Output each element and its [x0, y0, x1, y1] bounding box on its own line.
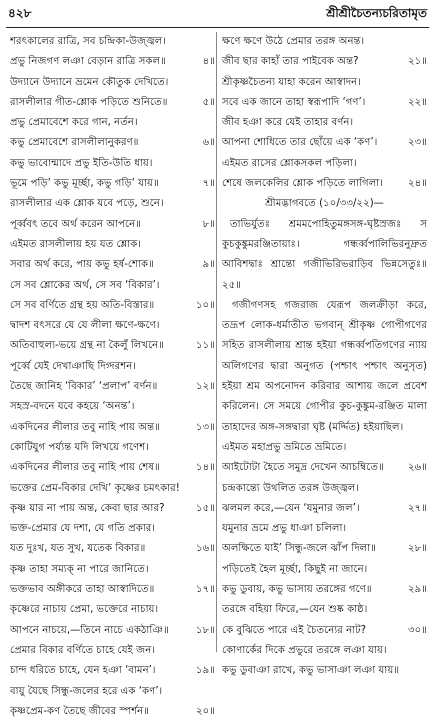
- verse-line-text: কৃষ্ণপ্রেম-কণ তৈছে জীবের স্পর্শন॥: [10, 705, 149, 717]
- verse-line: [10, 519, 215, 539]
- verse-line-text: কভু ডুবায়, কভু ভাসায় তরঙ্গের গণে॥: [222, 584, 372, 596]
- verse-line-text: যত দুঃখ, যত সুখ, যতেক বিকার॥: [10, 543, 146, 555]
- verse-line-number: ২১॥: [408, 56, 427, 68]
- verse-line-text: দ্বাদশ বৎসরে যে যে লীলা ক্ষণে-ক্ষণে।: [10, 320, 160, 332]
- verse-line: [10, 93, 215, 113]
- verse-line-text: কে বুঝিতে পারে এই চৈতন্যের নাট?: [222, 624, 367, 636]
- verse-line-number: ১৪॥: [196, 462, 215, 474]
- verse-line: [10, 661, 215, 681]
- verse-line: [222, 539, 427, 559]
- verse-line-number: ১২॥: [196, 381, 215, 393]
- verse-line-text: যমুনার ভ্রমে প্রভু ধাঞা চলিলা।: [222, 523, 347, 535]
- verse-line-text: রাসলীলার এক শ্লোক যবে পড়ে, শুনে।: [10, 198, 164, 210]
- verse-line: [10, 397, 215, 417]
- verse-line-number: ৫॥: [202, 96, 215, 108]
- verse-line-text: কোটিযুগ পর্য্যন্ত যদি লিখয়ে গণেশ।: [10, 441, 149, 453]
- verse-line: [222, 641, 427, 661]
- verse-line-number: ১১॥: [196, 340, 215, 352]
- verse-line: [10, 316, 215, 336]
- verse-line: [222, 479, 427, 499]
- verse-line-text: একদিনের লীলার তবু নাহি পায় অন্ত॥: [10, 421, 160, 433]
- verse-line: [222, 154, 427, 174]
- verse-line-text: প্রভু প্রেমাবেশে করে গান, নর্তন।: [10, 117, 138, 129]
- verse-line: [10, 235, 215, 255]
- verse-line-text: উদ্যানে উদ্যানে ভ্রমেন কৌতুক দেখিতে।: [10, 76, 169, 88]
- verse-line: [10, 458, 215, 478]
- verse-line: [10, 418, 215, 438]
- header-rule: [6, 27, 429, 28]
- verse-line: [222, 580, 427, 600]
- verse-line-text: তৈছে জানিহ ‘বিকার’ ‘প্রলাপ’ বর্ণন॥: [10, 381, 158, 393]
- verse-line: [10, 52, 215, 72]
- verse-line: [222, 499, 427, 519]
- verse-line-number: ১৫॥: [196, 502, 215, 514]
- verse-line-text: এইমত মহাপ্রভু ভ্রমিতে ভ্রমিতে।: [222, 441, 347, 453]
- verse-line-text: পূর্ব্বে যেই দেখাঞাছি দিগ্দরশন।: [10, 360, 136, 372]
- verse-line: [10, 539, 215, 559]
- verse-line: [222, 621, 427, 641]
- verse-line-text: অলক্ষিতে যাই’ সিন্ধু-জলে ঝাঁপ দিলা॥: [222, 543, 376, 555]
- verse-line-number: ২৩॥: [407, 137, 427, 149]
- verse-line-number: ৩০॥: [407, 624, 427, 636]
- right-column: [222, 32, 427, 682]
- verse-line: [10, 194, 215, 214]
- verse-line-text: ভক্ত-প্রেমার যে দশা, যে গতি প্রকার।: [10, 523, 156, 535]
- verse-line-number: ১৮॥: [196, 624, 215, 636]
- verse-line-number: ২৮॥: [408, 543, 427, 555]
- verse-line-text: সহস্র-বদনে যবে কহয়ে ‘অনন্ত’।: [10, 401, 135, 413]
- right-bottom-lines: [222, 438, 427, 682]
- verse-line: [222, 458, 427, 478]
- verse-line: [222, 52, 427, 72]
- verse-line-number: ৯॥: [202, 259, 215, 271]
- verse-line: [10, 357, 215, 377]
- verse-commentary: গজীগণসহ গজরাজ যেরূপ জলক্রীড়া করে, তদ্রূপ লোক-ধর্মাতীত ভগবান্ শ্রীকৃষ্ণ গোপীগণের সহিত রাসলীলায় শ্রান্ত হইয়া গন্ধর্ব্বপতিগণের ন্যায় অলিগণের দ্বারা অনুগত (পশ্চাৎ পশ্চাৎ অনুসৃত) হইয়া শ্রম অপনোদন করিবার আশায় জলে প্রবেশ করিলেন। সে সময়ে গোপীর কুচ-কুঙ্কুম-রঞ্জিত মালা তাহাদের অঙ্গ-সঙ্গদ্বারা ঘৃষ্ট (মর্দ্দিত) হইয়াছিল।: [222, 299, 427, 433]
- verse-line-text: চান্দ ধরিতে চাহে, যেন হঞা ‘বামন’।: [10, 665, 156, 677]
- verse-line-number: ২৭॥: [407, 502, 427, 514]
- verse-line-number: ৮॥: [202, 218, 215, 230]
- verse-line-text: আপনে নাচয়ে,—তিনে নাচে একঠাঞি॥: [10, 624, 169, 636]
- verse-line: [10, 641, 215, 661]
- verse-line: [222, 560, 427, 580]
- verse-line: [10, 113, 215, 133]
- verse-line: [222, 93, 427, 113]
- verse-line-text: চন্দ্রকান্ত্যে উথলিত তরঙ্গ উজ্জ্বল।: [222, 482, 360, 494]
- verse-line-text: সবার অর্থ করে, পায় কভু হর্ষ-শোক॥: [10, 259, 154, 271]
- left-column: [10, 32, 215, 722]
- verse-line: [10, 702, 215, 722]
- verse-line: [10, 621, 215, 641]
- page-header: [8, 4, 427, 26]
- verse-line-text: অতিবাহুল্য-ভয়ে গ্রন্থ না কৈলুঁ লিখনে॥: [10, 340, 165, 352]
- verse-line-text: পড়িতেই হৈল মূর্চ্ছা, কিছুই না জানে।: [222, 563, 368, 575]
- verse-line-number: ২৯॥: [408, 584, 427, 596]
- verse-line-text: একদিনের লীলার তবু নাহি পায় শেষ॥: [10, 462, 160, 474]
- verse-line-text: সে সব বর্ণিতে গ্রন্থ হয় অতি-বিস্তার॥: [10, 299, 155, 311]
- verse-line-text: ভূমে পড়ি’ কভু মূর্চ্ছা, কভু গড়ি’ যায়॥: [10, 178, 159, 190]
- verse-line-text: তরঙ্গে বহিয়া ফিরে,—যেন শুষ্ক কাষ্ঠ।: [222, 604, 368, 616]
- verse-line-text: কৃষ্ণেরে নাচায় প্রেমা, ভক্তেরে নাচায়।: [10, 604, 159, 616]
- verse-line: [10, 276, 215, 296]
- verse-line-number: ২৪॥: [408, 178, 427, 190]
- verse-line-text: পূর্ব্ববৎ তবে অর্থ করেন আপনে॥: [10, 218, 141, 230]
- sanskrit-verse: [222, 215, 427, 296]
- verse-line: [10, 32, 215, 52]
- verse-line: [10, 133, 215, 153]
- verse-line: [10, 499, 215, 519]
- verse-line-text: সে সব শ্লোকের অর্থ, সে সব ‘বিকার’।: [10, 279, 160, 291]
- verse-line-number: ২০॥: [195, 705, 215, 717]
- verse-line-text: ঝলমল করে,—যেন ‘যমুনার জল’।: [222, 502, 360, 514]
- verse-line-number: ২৬॥: [407, 462, 427, 474]
- verse-line: [10, 600, 215, 620]
- verse-line: [10, 560, 215, 580]
- verse-reference: শ্রীমদ্ভাগবতে (১০/৩৩/২২)—: [265, 198, 384, 210]
- verse-line: [222, 174, 427, 194]
- verse-line-text: কভু ভাবোন্মাদে প্রভু ইতি-উতি ধায়।: [10, 157, 153, 169]
- verse-line: [10, 682, 215, 702]
- verse-line-text: প্রেমার বিকার বর্ণিতে চাহে যেই জন।: [10, 644, 155, 656]
- sanskrit-verse-text: তাভির্যুতঃ শ্রমমপোহিতুমঙ্গসঙ্গ-ঘৃষ্টস্রজঃ স কুচকুঙ্কুমরঞ্জিতায়াঃ। গন্ধর্ব্বপালিভিরনুদ্রুত আবিশদ্বাঃ শ্রান্তো গজীভিরিভরাড়িব ভিন্নসেতুঃ॥: [222, 218, 427, 271]
- verse-line: [10, 580, 215, 600]
- verse-line-number: ২২॥: [407, 96, 427, 108]
- verse-line: [10, 438, 215, 458]
- verse-line-text: রাসলীলার গীত-শ্লোক পড়িতে শুনিতে॥: [10, 96, 168, 108]
- verse-line-text: কভু ডুবাঞা রাখে, কভু ভাসাঞা লঞা যায়॥: [222, 665, 400, 677]
- page-number: ৪২৮: [8, 6, 32, 20]
- verse-line-number: ৭॥: [202, 178, 215, 190]
- verse-line-number: ১৩॥: [196, 421, 215, 433]
- verse-line-text: এইমত রাসের শ্লোকসকল পড়িলা।: [222, 157, 357, 169]
- verse-line-text: প্রভু নিজগণ লঞা বেড়ান রাত্রি সকল॥: [10, 56, 166, 68]
- verse-line: [222, 519, 427, 539]
- verse-line-text: কভু প্রেমাবেশে রাসলীলানুকরণ॥: [10, 137, 139, 149]
- verse-number: ২৫॥: [222, 279, 241, 291]
- verse-line: [10, 296, 215, 316]
- verse-line-number: ৪॥: [202, 56, 215, 68]
- verse-line: [222, 600, 427, 620]
- verse-line-text: কৃষ্ণ তাহা সম্যক্ না পারে জানিতে।: [10, 563, 149, 575]
- verse-line-number: ১৭॥: [196, 584, 215, 596]
- verse-line-text: জীব ছার কাহাঁ তার পাইবেক অন্ত?: [222, 56, 359, 68]
- verse-line-text: ক্ষণে ক্ষণে উঠে প্রেমার তরঙ্গ অনন্ত।: [222, 36, 365, 47]
- verse-line-text: এইমত রাসলীলায় হয় যত শ্লোক।: [10, 238, 142, 250]
- verse-line-number: ১০॥: [196, 299, 215, 311]
- verse-line: [10, 73, 215, 93]
- column-divider: [216, 32, 217, 652]
- verse-line-text: কোণার্কের দিকে প্রভুরে তরঙ্গে লঞা যায়।: [222, 644, 387, 656]
- verse-line-text: বায়ু যৈছে সিন্ধু-জলের হরে এক ‘কণ’।: [10, 685, 163, 697]
- verse-line: [10, 255, 215, 275]
- verse-line: [10, 377, 215, 397]
- verse-line-text: আইটোটা হৈতে সমুদ্র দেখেন আচম্বিতে॥: [222, 462, 384, 474]
- verse-line: [10, 174, 215, 194]
- verse-line-text: শেষে জলকেলির শ্লোক পড়িতে লাগিলা।: [222, 178, 383, 190]
- verse-line-text: জীব হঞা করে যেই তাহার বর্ণন।: [222, 117, 354, 129]
- verse-line-text: ভক্তভাব অঙ্গীকরে তাহা আস্বাদিতে॥: [10, 584, 155, 596]
- verse-line: [222, 438, 427, 458]
- verse-line: [222, 32, 427, 52]
- verse-line-text: শ্রীকৃষ্ণচৈতন্য যাহা করেন আস্বাদন।: [222, 76, 361, 88]
- right-top-lines: [222, 32, 427, 194]
- verse-line: [222, 113, 427, 133]
- verse-line-number: ৬॥: [202, 137, 215, 149]
- verse-line: [10, 154, 215, 174]
- verse-line: [222, 73, 427, 93]
- verse-line-number: ১৯॥: [196, 665, 215, 677]
- verse-line-text: ভক্তের প্রেম-বিকার দেখি’ কৃষ্ণের চমৎকার!: [10, 482, 180, 494]
- verse-line-number: ১৬॥: [196, 543, 215, 555]
- verse-line-text: আপনা শোধিতে তার ছোঁয়ে এক ‘কণ’।: [222, 137, 378, 149]
- verse-line: [222, 133, 427, 153]
- verse-line: [10, 215, 215, 235]
- verse-line-text: শরৎকালের রাত্রি, সব চন্দ্রিকা-উজ্জ্বল।: [10, 36, 166, 47]
- verse-line: [222, 661, 427, 681]
- verse-line: [10, 479, 215, 499]
- verse-line-text: সবে এক জানে তাহা স্বরূপাদি ‘গণ’।: [222, 96, 366, 108]
- verse-line: [10, 336, 215, 356]
- verse-line-text: কৃষ্ণ যার না পায় অন্ত, কেবা ছার আর?: [10, 502, 165, 514]
- running-title: শ্রীশ্রীচৈতন্যচরিতামৃত: [326, 6, 427, 20]
